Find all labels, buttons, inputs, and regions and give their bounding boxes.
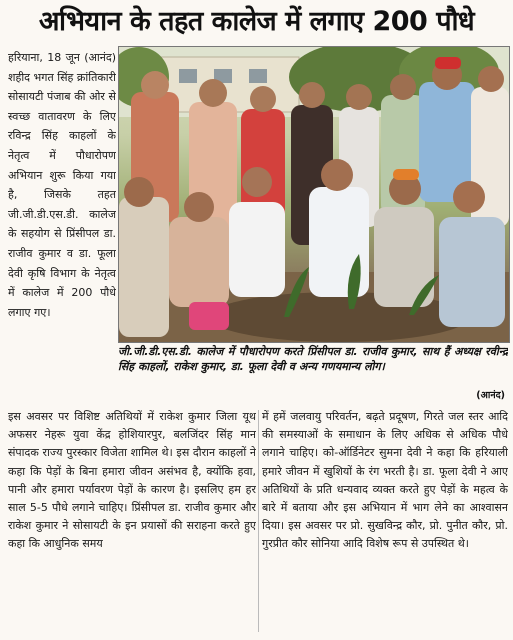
headline: अभियान के तहत कालेज में लगाए 200 पौधे <box>38 6 475 37</box>
column-divider <box>258 410 259 632</box>
body-left-paragraph: इस अवसर पर विशिष्ट अतिथियों में राकेश कुमार जिला यूथ अफसर नेहरू युवा केंद्र होशियारपुर, बलजिंदर सिंह मान संपादक राज्य पुरस्कार विजेता शामिल थे। इस दौरान काहलों ने कहा कि पेड़ों के बिना हमारा जीवन असंभव है, क्योंकि हवा, पानी और हमारा पर्यावरण पेड़ों के कारण है। इसलिए हम हर साल 5-5 पौधे लगाने चाहिए। प्रिंसीपल डा. राजीव कुमार और राकेश कुमार ने सोसायटी के इन प्रयासों की सराहना करते हुए कहा कि आधुनिक समय <box>8 410 256 551</box>
photo-illustration <box>119 47 509 342</box>
photo-credit: (आनंद) <box>476 390 505 401</box>
intro-paragraph: हरियाना, 18 जून (आनंद) शहीद भगत सिंह क्रांतिकारी सोसायटी पंजाब की ओर से स्वच्छ वातावरण के लिए रविन्द्र सिंह काहलों के नेतृत्व में पौधारोपण अभियान शुरू किया गया है, जिसके तहत जी.जी.डी.एस.डी. कालेज के सहयोग से प्रिंसीपल डा. राजीव कुमार व डा. फूला देवी कृषि विभाग के नेतृत्व में कालेज में 200 पौधे लगाए गए। <box>8 51 116 319</box>
body-right-paragraph: में हमें जलवायु परिवर्तन, बढ़ते प्रदूषण, गिरते जल स्तर आदि की समस्याओं के समाधान के लिए अधिक से अधिक पौधे लगाने चाहिए। को-ऑर्डिनेटर सुमना देवी ने कहा कि हरियाली हमारे जीवन में खुशियों के रंग भरती है। डा. फूला देवी ने आए अतिथियों के प्रति धन्यवाद व्यक्त करते हुए पेड़ों के महत्व के बारे में बताया और इस अभियान में भाग लेने का आश्वासन दिया। इस अवसर पर प्रो. सुखविन्द्र कौर, प्रो. पुनीत कौर, प्रो. गुरप्रीत कौर सोनिया आदि विशेष रूप से उपस्थित थे। <box>262 410 508 551</box>
photo-caption: जी.जी.डी.एस.डी. कालेज में पौधारोपण करते प्रिंसीपल डा. राजीव कुमार, साथ हैं अध्यक्ष रवीन्द्र सिंह काहलों, राकेश कुमार, डा. फूला देवी व अन्य गणयमान्य लोग। <box>118 345 508 373</box>
article-body-right <box>262 408 508 636</box>
article-body-left <box>8 408 256 636</box>
article-intro-column <box>8 48 116 406</box>
news-photo <box>118 46 510 343</box>
